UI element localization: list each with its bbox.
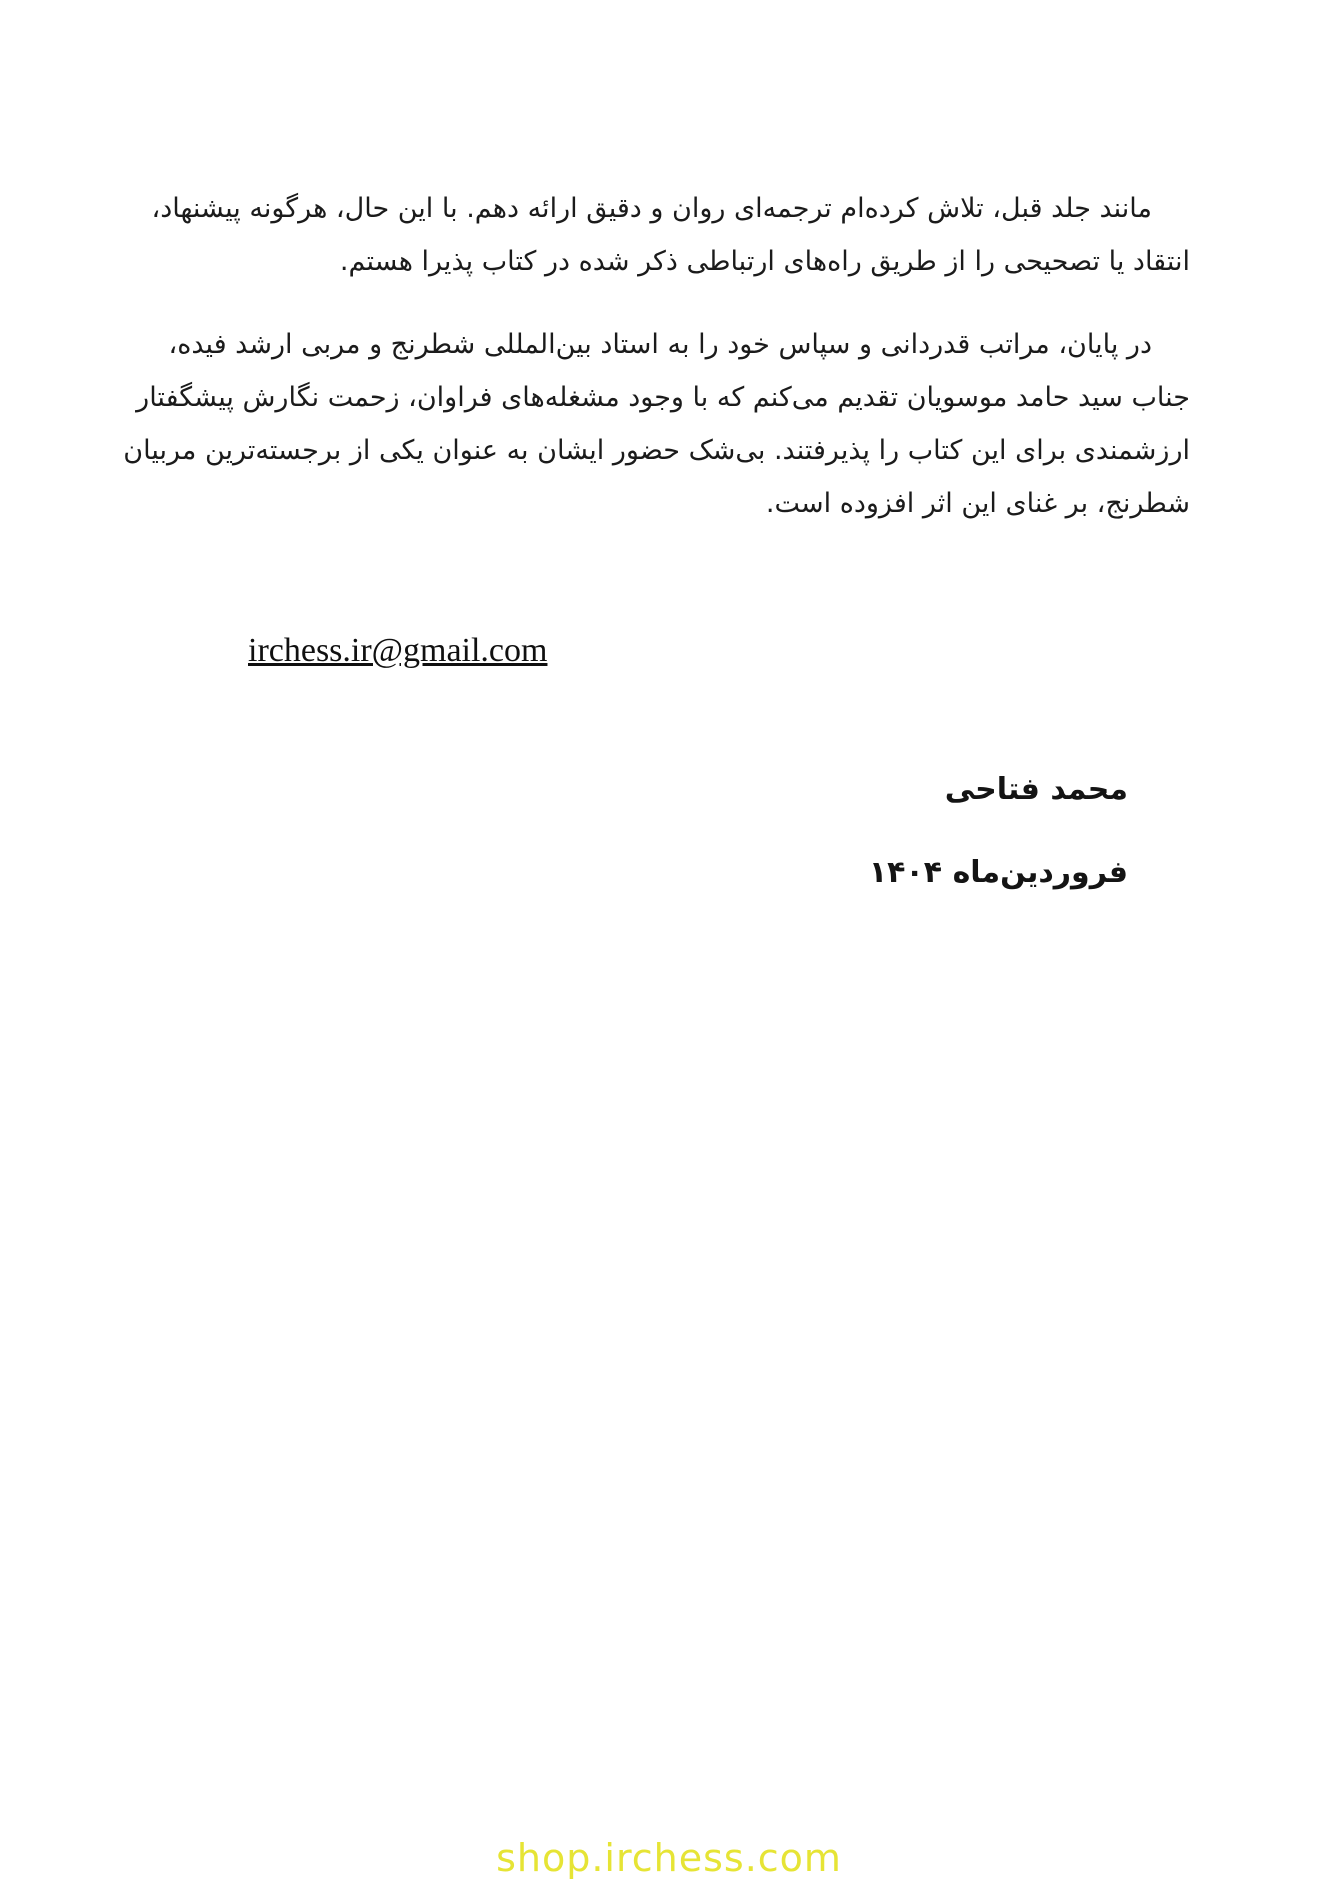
- paragraph-intro: [151, 182, 1190, 288]
- paragraph-line: جناب سید حامد موسویان تقدیم می‌کنم که با وجود مشغله‌های فراوان، زحمت نگارش پیشگفتار: [136, 382, 1190, 413]
- signature-name: محمد فتاحی: [944, 772, 1128, 807]
- paragraph-line: ارزشمندی برای این کتاب را پذیرفتند. بی‌شک حضور ایشان به عنوان یکی از برجسته‌ترین مربیان: [123, 435, 1190, 466]
- footer-watermark: shop.irchess.com: [496, 1836, 842, 1880]
- signature-date: فروردین‌ماه ۱۴۰۴: [868, 855, 1128, 890]
- paragraph-line: مانند جلد قبل، تلاش کرده‌ام ترجمه‌ای روان و دقیق ارائه دهم. با این حال، هرگونه پیشنهاد،: [151, 193, 1152, 224]
- body-text-block: [123, 182, 1190, 530]
- paragraph-line: شطرنج، بر غنای این اثر افزوده است.: [765, 488, 1190, 519]
- email-link[interactable]: irchess.ir@gmail.com: [248, 632, 548, 669]
- paragraph-line: در پایان، مراتب قدردانی و سپاس خود را به استاد بین‌المللی شطرنج و مربی ارشد فیده،: [168, 329, 1152, 360]
- paragraph-acknowledgement: [123, 318, 1190, 530]
- paragraph-line: انتقاد یا تصحیحی را از طریق راه‌های ارتباطی ذکر شده در کتاب پذیرا هستم.: [339, 246, 1190, 277]
